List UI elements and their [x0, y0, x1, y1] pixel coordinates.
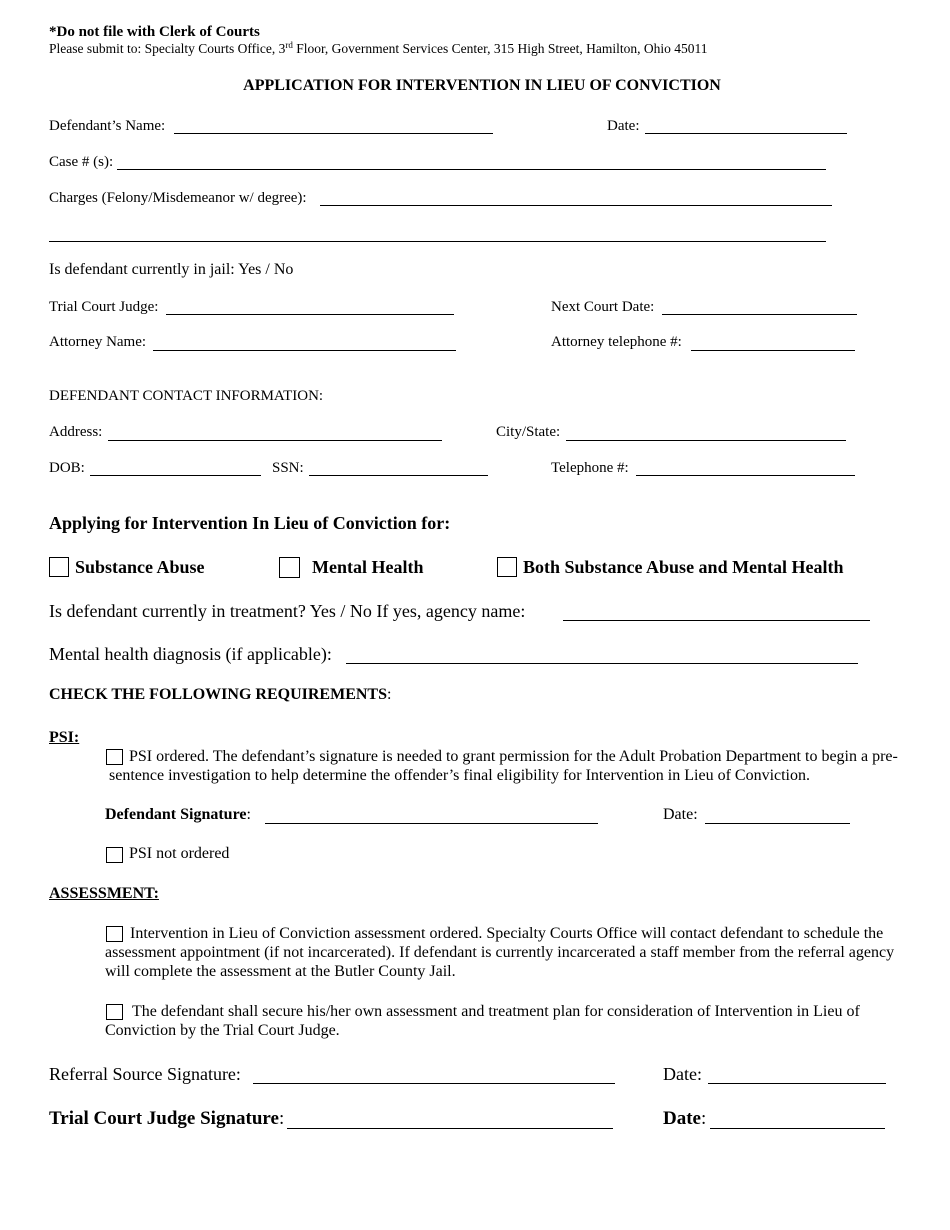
referral-signature-field[interactable] [253, 1083, 615, 1084]
defendant-signature-label: Defendant Signature: [105, 806, 251, 823]
filing-notice: *Do not file with Clerk of Courts [49, 24, 260, 40]
page-title: APPLICATION FOR INTERVENTION IN LIEU OF CONVICTION [243, 77, 721, 94]
diagnosis-field[interactable] [346, 663, 858, 664]
next-court-date-field[interactable] [662, 314, 857, 315]
psi-not-ordered-label: PSI not ordered [129, 845, 230, 862]
referral-date-field[interactable] [708, 1083, 886, 1084]
both-checkbox[interactable] [497, 557, 517, 577]
ssn-label: SSN: [272, 460, 304, 476]
charges-field[interactable] [320, 205, 832, 206]
date-field[interactable] [645, 133, 847, 134]
defendant-signature-field[interactable] [265, 823, 598, 824]
referral-date-label: Date: [663, 1064, 702, 1084]
assessment-label: ASSESSMENT: [49, 885, 159, 902]
mental-health-label: Mental Health [312, 557, 424, 577]
charges-label: Charges (Felony/Misdemeanor w/ degree): [49, 190, 307, 206]
city-state-field[interactable] [566, 440, 846, 441]
judge-signature-label: Trial Court Judge Signature: [49, 1108, 285, 1129]
judge-date-label: Date: [663, 1108, 707, 1129]
address-label: Address: [49, 424, 103, 440]
both-label: Both Substance Abuse and Mental Health [523, 557, 844, 577]
trial-judge-label: Trial Court Judge: [49, 299, 159, 315]
dob-label: DOB: [49, 460, 85, 476]
mental-health-checkbox[interactable] [279, 557, 300, 578]
psi-label: PSI: [49, 729, 80, 746]
psi-ordered-text: PSI ordered. The defendant’s signature is needed to grant permission for the Adult Probation Department to begin a pre-sentence investigation to help determine the offender’s final eligibility for Intervention in Lieu of Conviction. [109, 748, 898, 784]
telephone-field[interactable] [636, 475, 855, 476]
diagnosis-label: Mental health diagnosis (if applicable): [49, 644, 332, 664]
contact-heading: DEFENDANT CONTACT INFORMATION: [49, 388, 324, 404]
own-assessment-text: The defendant shall secure his/her own assessment and treatment plan for consideration of Intervention in Lieu of Conviction by the Trial Court Judge. [105, 1003, 860, 1039]
judge-signature-field[interactable] [287, 1128, 613, 1129]
submit-instructions: Please submit to: Specialty Courts Office, 3rd Floor, Government Services Center, 315 High Street, Hamilton, Ohio 45011 [49, 40, 708, 56]
attorney-phone-label: Attorney telephone #: [551, 334, 682, 350]
substance-abuse-label: Substance Abuse [75, 557, 205, 577]
defendant-name-field[interactable] [174, 133, 493, 134]
next-court-date-label: Next Court Date: [551, 299, 655, 315]
date-label: Date: [607, 118, 640, 134]
defendant-name-label: Defendant’s Name: [49, 118, 166, 134]
psi-not-ordered-checkbox[interactable] [106, 847, 123, 863]
in-jail-question: Is defendant currently in jail: Yes / No [49, 261, 294, 278]
attorney-name-field[interactable] [153, 350, 456, 351]
trial-judge-field[interactable] [166, 314, 454, 315]
attorney-name-label: Attorney Name: [49, 334, 147, 350]
psi-date-label: Date: [663, 806, 698, 823]
charges-field-continued[interactable] [49, 241, 826, 242]
case-number-label: Case # (s): [49, 154, 114, 170]
requirements-heading: CHECK THE FOLLOWING REQUIREMENTS: [49, 686, 392, 703]
applying-heading: Applying for Intervention In Lieu of Conviction for: [49, 513, 451, 533]
telephone-label: Telephone #: [551, 460, 629, 476]
attorney-phone-field[interactable] [691, 350, 855, 351]
treatment-question: Is defendant currently in treatment? Yes / No If yes, agency name: [49, 601, 526, 621]
address-field[interactable] [108, 440, 442, 441]
psi-date-field[interactable] [705, 823, 850, 824]
substance-abuse-checkbox[interactable] [49, 557, 69, 577]
assessment-ordered-text: Intervention in Lieu of Conviction assessment ordered. Specialty Courts Office will contact defendant to schedule the assessment appointment (if not incarcerated). If defendant is currently incarcerated a staff member from the referral agency will complete the assessment at the Butler County Jail. [105, 925, 895, 980]
case-number-field[interactable] [117, 169, 826, 170]
agency-name-field[interactable] [563, 620, 870, 621]
referral-signature-label: Referral Source Signature: [49, 1064, 241, 1084]
ssn-field[interactable] [309, 475, 488, 476]
dob-field[interactable] [90, 475, 261, 476]
judge-date-field[interactable] [710, 1128, 885, 1129]
city-state-label: City/State: [496, 424, 561, 440]
